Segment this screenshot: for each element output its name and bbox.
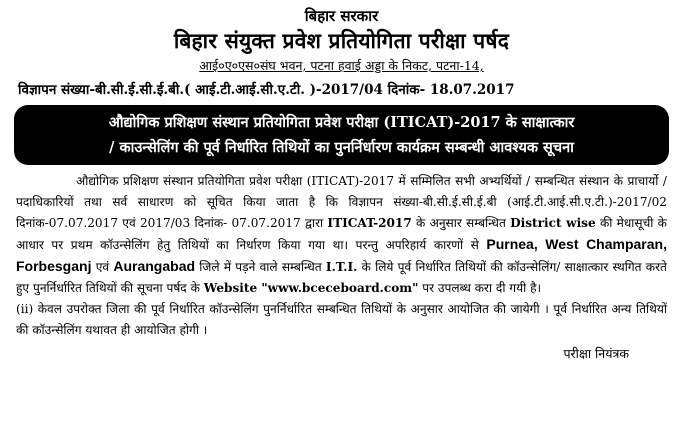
paragraph-1 xyxy=(16,171,667,299)
notice-title-banner xyxy=(14,105,669,165)
p1-districts: Purnea, West Champaran, Forbesganj xyxy=(16,236,667,274)
banner-line-1: औद्योगिक प्रशिक्षण संस्थान प्रतियोगिता प्रवेश परीक्षा (ITICAT)-2017 के साक्षात्कार xyxy=(108,114,575,131)
p1-iti: I.T.I. xyxy=(325,260,358,274)
paragraph-2: (ii) केवल उपरोक्त जिला की पूर्व निर्धारित कॉउन्सेलिंग पुनर्निर्धारित सम्बन्धित तिथियों के अनुसार आयोजित की जायेगी । पूर्व निर्धारित अन्य तिथियों की कॉउन्सेलिंग यथावत ही आयोजित होगी । xyxy=(16,302,667,337)
p1-district-aurangabad: Aurangabad xyxy=(113,258,196,274)
board-name: बिहार संयुक्त प्रवेश प्रतियोगिता परीक्षा पर्षद xyxy=(173,28,510,53)
advertisement-number: विज्ञापन संख्या-बी.सी.ई.सी.ई.बी.( आई.टी.आई.सी.ए.टी. )-2017/04 दिनांक- 18.07.2017 xyxy=(18,82,515,98)
p1-text-g: एवं xyxy=(95,260,110,274)
p1-text-k: के लिये पूर्व निर्धारित तिथियों की कॉउन्सेलिंग/ साक्षात्कार स्थगित करते हुए पुनर्निर्धारित तिथियों की सूचना पर्षद के xyxy=(16,260,667,295)
notice-body xyxy=(10,165,673,341)
signature-designation: परीक्षा नियंत्रक xyxy=(563,346,629,361)
government-name: बिहार सरकार xyxy=(304,7,379,25)
p1-text-m: पर उपलब्ध करा दी गयी है। xyxy=(422,281,542,295)
p1-text-a: औद्योगिक प्रशिक्षण संस्थान प्रतियोगिता प्रवेश परीक्षा (ITICAT)-2017 में सम्मिलित सभी अभ्यर्थियों / सम्बन्धित संस्थान के प्राचार्यो / पदाधिकारियों तथा सर्व साधारण को सूचित किया जाता है कि विज्ञापन संख्या-बी.सी.ई.सी.ई.बी (आई.टी.आई.सी.ए.टी.)-2017/02 दिनांक-07.07.2017 एवं 2017/03 दिनांक- 07.07.2017 द्वारा xyxy=(16,174,667,230)
board-address xyxy=(10,55,673,77)
p1-text-i: जिले में पड़ने वाले सम्बन्धित xyxy=(199,260,322,274)
banner-line-2: / काउन्सेलिंग की पूर्व निर्धारित तिथियों का पुनर्निर्धारण कार्यक्रम सम्बन्धी आवश्यक सूचना xyxy=(109,139,574,156)
p1-district-wise: District wise xyxy=(510,216,596,230)
p1-text-c: के अनुसार सम्बन्धित xyxy=(416,216,506,230)
address-text: आई०ए०एस०संघ भवन, पटना हवाई अड्डा के निकट, पटना-14, xyxy=(199,58,484,73)
p1-exam-code: ITICAT-2017 xyxy=(327,216,412,230)
p1-text-e: की मेधासूची के आधार पर प्रथम कॉउन्सेलिंग हेतु तिथियों का निर्धारण किया गया था। परन्तु अपरिहार्य कारणों से xyxy=(16,216,667,252)
p1-website: Website "www.bceceboard.com" xyxy=(203,281,419,295)
